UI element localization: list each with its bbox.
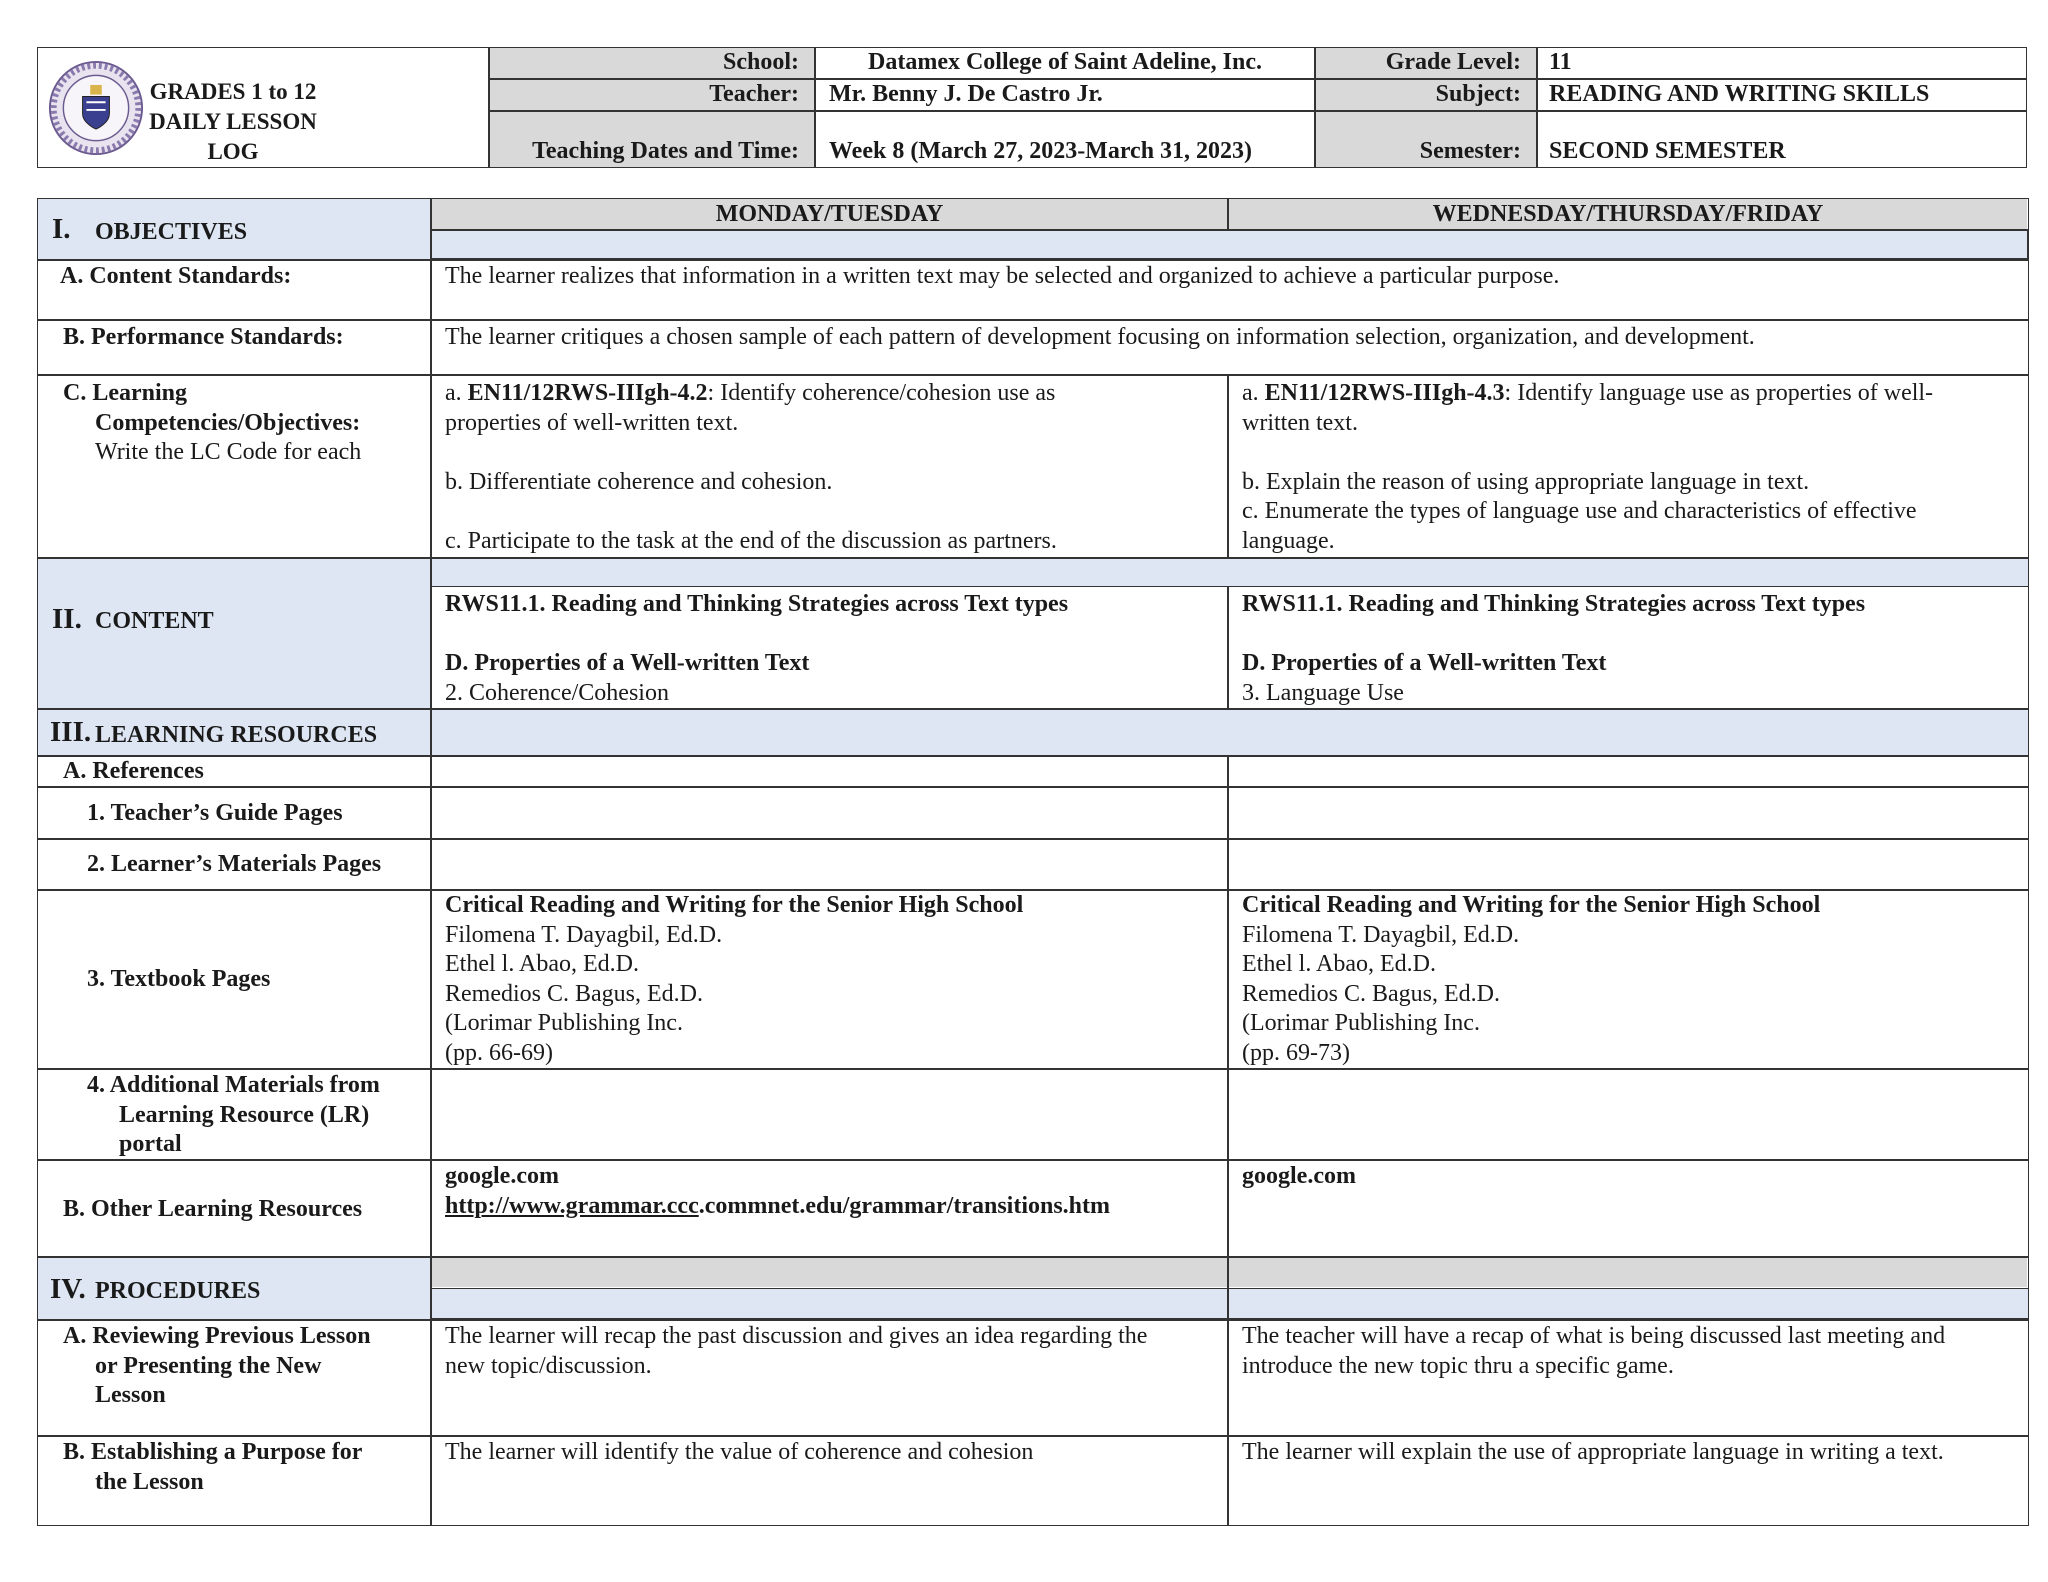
column-header-mon-tue: MONDAY/TUESDAY: [715, 201, 944, 227]
content-standards-label: A. Content Standards:: [60, 263, 292, 289]
teachers-guide-label: 1. Teacher’s Guide Pages: [87, 800, 343, 826]
other-resources-mon: google.com http://www.grammar.ccc.commnet.edu/grammar/transitions.htm: [445, 1163, 1111, 1219]
reviewing-lesson-label: A. Reviewing Previous Lesson or Presenting the New Lesson: [63, 1323, 371, 1408]
content-standards-text: The learner realizes that information in a written text may be selected and organized to achieve a particular purpose.: [445, 263, 1560, 289]
content-title: CONTENT: [95, 608, 214, 634]
teacher-label: Teacher:: [709, 81, 799, 107]
reviewing-lesson-mon: The learner will recap the past discussion and gives an idea regarding the new topic/discussion.: [445, 1323, 1148, 1379]
school-value: Datamex College of Saint Adeline, Inc.: [868, 49, 1262, 75]
purpose-label: B. Establishing a Purpose for the Lesson: [63, 1439, 363, 1495]
semester-value: SECOND SEMESTER: [1549, 138, 1786, 164]
competencies-wed: a. EN11/12RWS-IIIgh-4.3: Identify language use as properties of well- written text. b. Explain the reason of using appropriate language in text. c. Enumerate the types of language use and characteristics of effective language.: [1242, 380, 1934, 554]
procedures-title: PROCEDURES: [95, 1278, 261, 1304]
dates-value: Week 8 (March 27, 2023-March 31, 2023): [829, 138, 1253, 164]
procedures-number: IV.: [50, 1273, 86, 1305]
objectives-title: OBJECTIVES: [95, 219, 248, 245]
additional-materials-label: 4. Additional Materials from Learning Resource (LR) portal: [87, 1072, 380, 1157]
performance-standards-label: B. Performance Standards:: [63, 324, 344, 350]
learners-materials-label: 2. Learner’s Materials Pages: [87, 851, 382, 877]
purpose-wed: The learner will explain the use of appropriate language in writing a text.: [1242, 1439, 1944, 1465]
procedures-wed-gray: [1228, 1257, 2027, 1287]
grammar-link[interactable]: http://www.grammar.ccc: [445, 1192, 699, 1219]
resources-title: LEARNING RESOURCES: [95, 722, 378, 748]
dll-title: GRADES 1 to 12 DAILY LESSON LOG: [149, 79, 317, 164]
teacher-value: Mr. Benny J. De Castro Jr.: [829, 81, 1103, 107]
content-band: [431, 558, 2029, 587]
textbook-pages-label: 3. Textbook Pages: [87, 966, 271, 992]
subject-value: READING AND WRITING SKILLS: [1549, 81, 1930, 107]
content-number: II.: [52, 603, 82, 635]
objectives-band: [431, 230, 2028, 259]
grade-value: 11: [1549, 49, 1572, 75]
competencies-label: C. Learning Competencies/Objectives: Write the LC Code for each: [63, 380, 362, 465]
column-header-wed-fri: WEDNESDAY/THURSDAY/FRIDAY: [1432, 201, 1824, 227]
performance-standards-text: The learner critiques a chosen sample of each pattern of development focusing on information selection, organization, and development.: [445, 324, 1755, 350]
school-label: School:: [722, 49, 799, 75]
semester-label: Semester:: [1419, 138, 1521, 164]
reviewing-lesson-wed: The teacher will have a recap of what is being discussed last meeting and introduce the new topic thru a specific game.: [1242, 1323, 1946, 1379]
objectives-number: I.: [52, 213, 71, 245]
textbook-mon: Critical Reading and Writing for the Senior High School Filomena T. Dayagbil, Ed.D. Ethel l. Abao, Ed.D. Remedios C. Bagus, Ed.D. (Lorimar Publishing Inc. (pp. 66-69): [445, 892, 1024, 1066]
resources-band: [431, 709, 2029, 756]
references-label: A. References: [63, 758, 204, 784]
purpose-mon: The learner will identify the value of coherence and cohesion: [445, 1439, 1034, 1465]
resources-number: III.: [50, 716, 92, 748]
competencies-mon: a. EN11/12RWS-IIIgh-4.2: Identify coherence/cohesion use as properties of well-written text. b. Differentiate coherence and cohesion. c. Participate to the task at the end of the discussion as partners.: [445, 380, 1057, 554]
grade-label: Grade Level:: [1385, 49, 1521, 75]
content-wed: RWS11.1. Reading and Thinking Strategies across Text types D. Properties of a Well-written Text 3. Language Use: [1242, 591, 1866, 706]
content-mon: RWS11.1. Reading and Thinking Strategies across Text types D. Properties of a Well-written Text 2. Coherence/Cohesion: [445, 591, 1069, 706]
deped-seal-icon: [48, 60, 144, 156]
subject-label: Subject:: [1435, 81, 1521, 107]
other-resources-wed: google.com: [1242, 1163, 1356, 1189]
other-resources-label: B. Other Learning Resources: [63, 1196, 363, 1222]
dates-label: Teaching Dates and Time:: [532, 138, 799, 164]
textbook-wed: Critical Reading and Writing for the Senior High School Filomena T. Dayagbil, Ed.D. Ethel l. Abao, Ed.D. Remedios C. Bagus, Ed.D. (Lorimar Publishing Inc. (pp. 69-73): [1242, 892, 1821, 1066]
procedures-mon-gray: [431, 1257, 1228, 1287]
procedures-band: [431, 1288, 2029, 1319]
